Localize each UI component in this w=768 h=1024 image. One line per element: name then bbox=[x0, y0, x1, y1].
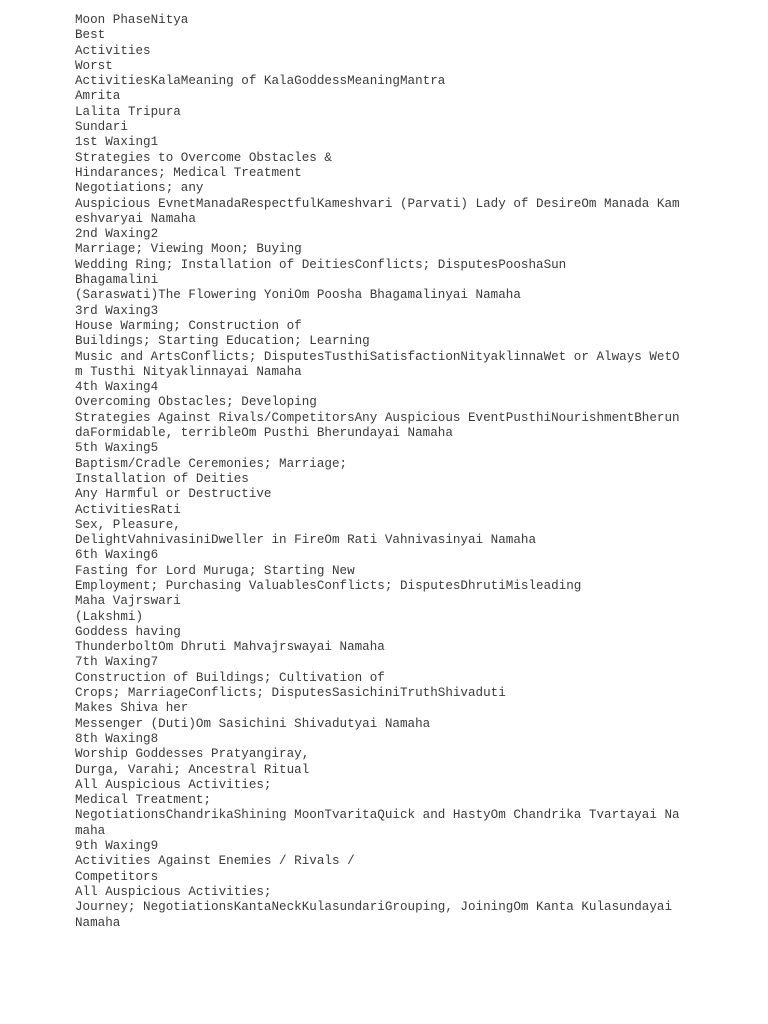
text-line: Baptism/Cradle Ceremonies; Marriage; bbox=[75, 456, 348, 471]
text-line: Durga, Varahi; Ancestral Ritual bbox=[75, 762, 310, 777]
text-line: DelightVahnivasiniDweller in FireOm Rati Vahnivasinyai Namaha bbox=[75, 533, 537, 548]
text-line: NegotiationsChandrikaShining MoonTvaritaQuick and HastyOm Chandrika Tvartayai Na bbox=[75, 808, 680, 823]
text-line: 4th Waxing4 bbox=[75, 380, 159, 395]
text-line: Makes Shiva her bbox=[75, 701, 189, 716]
text-line: Bhagamalini bbox=[75, 273, 159, 288]
text-line: Negotiations; any bbox=[75, 181, 204, 196]
text-line: Overcoming Obstacles; Developing bbox=[75, 395, 317, 410]
text-line: Competitors bbox=[75, 869, 159, 884]
text-line: Construction of Buildings; Cultivation of bbox=[75, 670, 385, 685]
text-line: Crops; MarriageConflicts; DisputesSasichiniTruthShivaduti bbox=[75, 686, 506, 701]
text-line: Amrita bbox=[75, 89, 121, 104]
text-line: 9th Waxing9 bbox=[75, 839, 159, 854]
text-line: 3rd Waxing3 bbox=[75, 303, 159, 318]
text-line: 8th Waxing8 bbox=[75, 731, 159, 746]
text-line: All Auspicious Activities; bbox=[75, 884, 272, 899]
text-line: Activities Against Enemies / Rivals / bbox=[75, 854, 355, 869]
text-line: eshvaryai Namaha bbox=[75, 211, 196, 226]
text-line: ThunderboltOm Dhruti Mahvajrswayai Namaha bbox=[75, 640, 385, 655]
text-line: 6th Waxing6 bbox=[75, 548, 159, 563]
text-line: Maha Vajrswari bbox=[75, 594, 181, 609]
text-line: Activities bbox=[75, 43, 151, 58]
text-line: Moon PhaseNitya bbox=[75, 13, 189, 27]
text-line: Employment; Purchasing ValuablesConflicts; DisputesDhrutiMisleading bbox=[75, 578, 582, 593]
text-line: ActivitiesRati bbox=[75, 502, 181, 517]
text-line: Marriage; Viewing Moon; Buying bbox=[75, 242, 302, 257]
text-line: Goddess having bbox=[75, 624, 181, 639]
text-line: 5th Waxing5 bbox=[75, 441, 159, 456]
text-line: House Warming; Construction of bbox=[75, 318, 302, 333]
text-line: Strategies Against Rivals/CompetitorsAny Auspicious EventPusthiNourishmentBherun bbox=[75, 410, 680, 425]
text-line: Buildings; Starting Education; Learning bbox=[75, 334, 370, 349]
text-line: Sex, Pleasure, bbox=[75, 517, 181, 532]
text-line: Namaha bbox=[75, 915, 121, 930]
text-line: Sundari bbox=[75, 120, 128, 135]
text-line: Lalita Tripura bbox=[75, 104, 181, 119]
text-line: Best bbox=[75, 28, 106, 43]
text-line: Wedding Ring; Installation of DeitiesConflicts; DisputesPooshaSun bbox=[75, 257, 567, 272]
text-line: 7th Waxing7 bbox=[75, 655, 159, 670]
text-line: ActivitiesKalaMeaning of KalaGoddessMeaningMantra bbox=[75, 74, 446, 89]
text-line: All Auspicious Activities; bbox=[75, 777, 272, 792]
text-line: 1st Waxing1 bbox=[75, 135, 159, 150]
text-line: Hindarances; Medical Treatment bbox=[75, 165, 302, 180]
text-line: (Saraswati)The Flowering YoniOm Poosha Bhagamalinyai Namaha bbox=[75, 288, 521, 303]
text-line: Worst bbox=[75, 58, 113, 73]
document-text bbox=[75, 13, 680, 931]
text-line: Fasting for Lord Muruga; Starting New bbox=[75, 563, 355, 578]
text-line: Installation of Deities bbox=[75, 471, 249, 486]
text-line: Messenger (Duti)Om Sasichini Shivadutyai Namaha bbox=[75, 716, 431, 731]
text-line: Worship Goddesses Pratyangiray, bbox=[75, 747, 310, 762]
text-line: Auspicious EvnetManadaRespectfulKameshvari (Parvati) Lady of DesireOm Manada Kam bbox=[75, 196, 680, 211]
text-line: Medical Treatment; bbox=[75, 793, 212, 808]
text-line: Strategies to Overcome Obstacles & bbox=[75, 150, 332, 165]
text-line: Any Harmful or Destructive bbox=[75, 487, 272, 502]
text-line: 2nd Waxing2 bbox=[75, 227, 159, 242]
text-line: (Lakshmi) bbox=[75, 609, 144, 624]
text-line: daFormidable, terribleOm Pusthi Bherundayai Namaha bbox=[75, 426, 453, 441]
text-line: Journey; NegotiationsKantaNeckKulasundariGrouping, JoiningOm Kanta Kulasundayai bbox=[75, 900, 673, 915]
text-line: Music and ArtsConflicts; DisputesTusthiSatisfactionNityaklinnaWet or Always WetO bbox=[75, 349, 680, 364]
text-line: m Tusthi Nityaklinnayai Namaha bbox=[75, 364, 302, 379]
text-line: maha bbox=[75, 823, 106, 838]
